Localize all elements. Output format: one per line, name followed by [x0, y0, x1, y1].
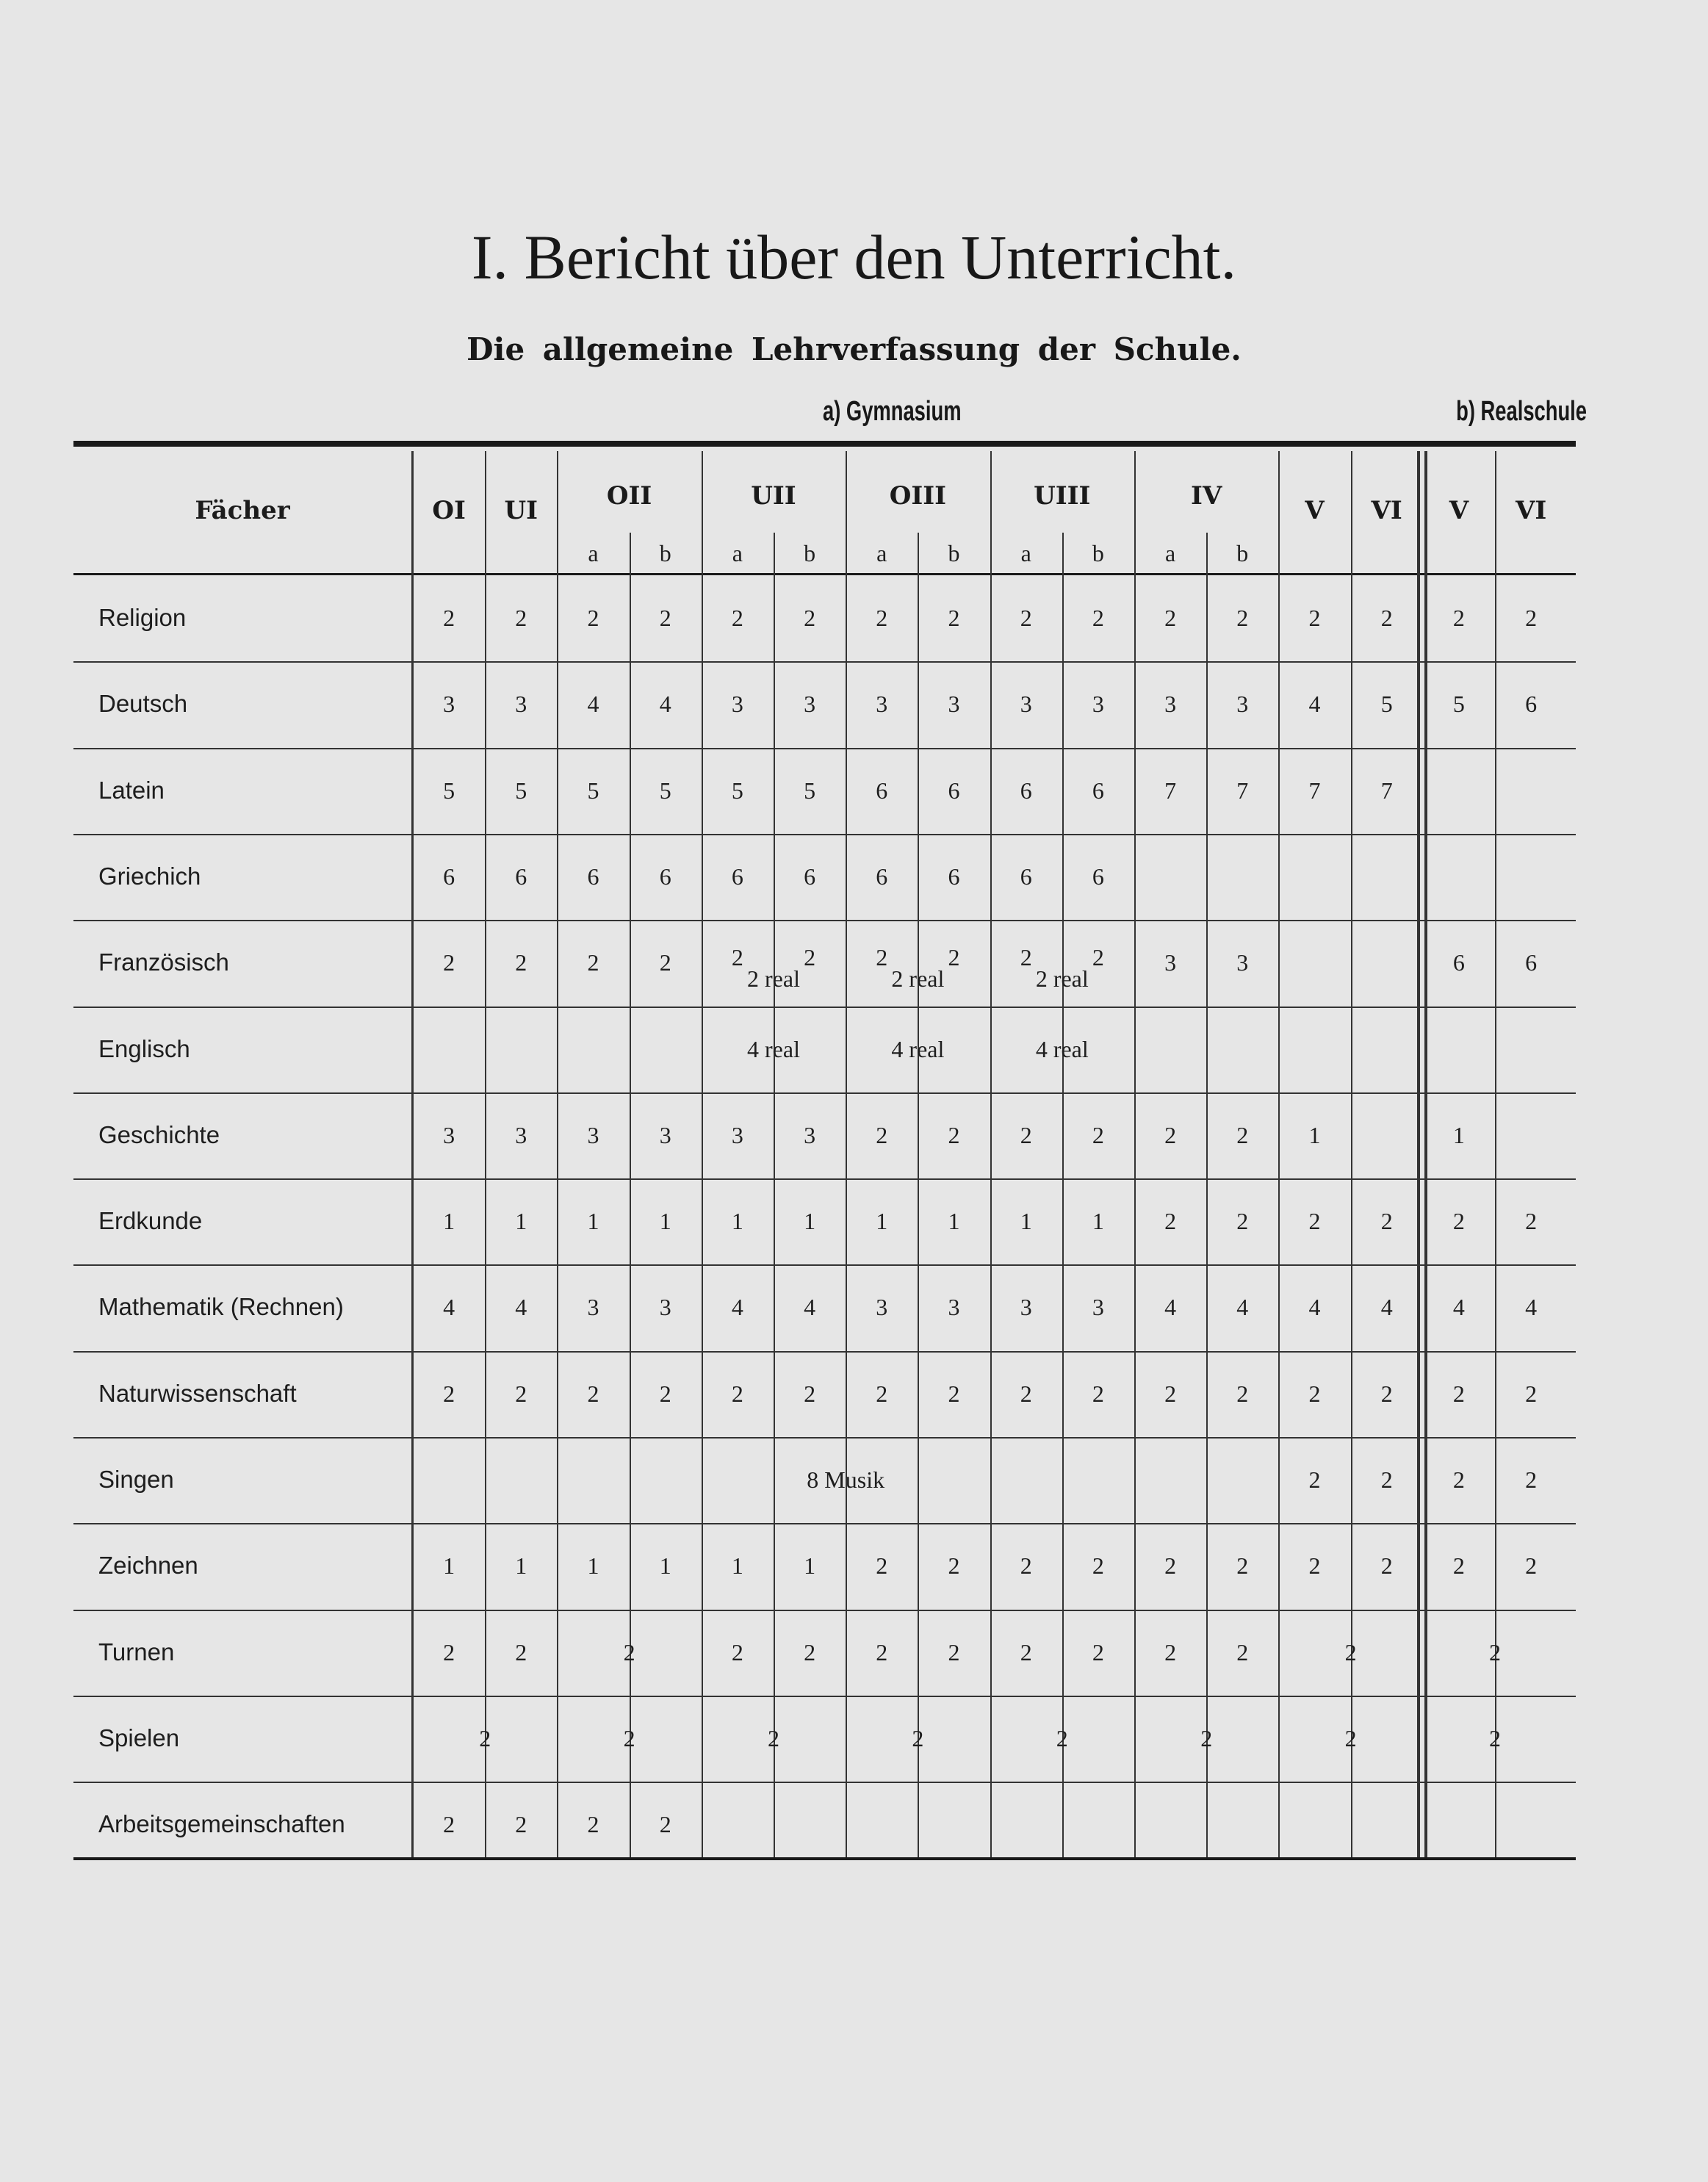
table-cell: 6	[804, 863, 816, 890]
table-cell: 2	[1380, 1466, 1393, 1493]
table-span-cell: 2 real	[747, 965, 800, 993]
table-cell: 2	[1380, 1552, 1393, 1580]
table-cell: 2	[948, 944, 960, 971]
table-span-cell: 2 real	[1035, 965, 1089, 993]
table-cell: 2	[1308, 1552, 1321, 1580]
table-cell: 2	[1525, 1466, 1538, 1493]
table-cell: 2	[1380, 1208, 1393, 1235]
table-cell: 3	[1020, 691, 1032, 718]
table-cell: 2	[1236, 1121, 1249, 1148]
table-cell: 2	[1164, 605, 1177, 631]
table-cell: 2	[1452, 1380, 1465, 1407]
table-cell: 3	[1164, 949, 1177, 976]
table-cell: 6	[948, 863, 960, 890]
subject-label: Naturwissenschaft	[98, 1379, 297, 1407]
table-cell: 2	[443, 605, 455, 631]
table-cell: 6	[1525, 691, 1538, 718]
table-cell: 2	[1092, 1380, 1104, 1407]
table-cell: 1	[587, 1208, 599, 1235]
table-cell: 1	[443, 1552, 455, 1580]
table-cell: 3	[876, 1294, 888, 1321]
class-header: UIII	[1034, 481, 1091, 511]
subject-label: Turnen	[98, 1638, 175, 1666]
class-subheader: a	[876, 540, 887, 566]
table-cell: 2	[1452, 1552, 1465, 1580]
table-cell: 3	[1164, 691, 1177, 718]
table-cell: 2	[515, 949, 527, 976]
table-cell: 6	[1020, 863, 1032, 890]
table-span-cell: 2	[1344, 1724, 1357, 1751]
subject-label: Religion	[98, 604, 187, 631]
table-cell: 2	[1308, 1380, 1321, 1407]
table-cell: 1	[659, 1208, 671, 1235]
table-cell: 6	[1092, 777, 1104, 804]
table-cell: 3	[1092, 691, 1104, 718]
class-header: IV	[1191, 481, 1222, 511]
subject-label: Mathematik (Rechnen)	[98, 1293, 344, 1321]
table-cell: 4	[1380, 1294, 1393, 1321]
table-cell: 2	[1452, 1466, 1465, 1493]
table-cell: 1	[443, 1208, 455, 1235]
table-cell: 3	[1020, 1294, 1032, 1321]
table-cell: 2	[804, 605, 816, 631]
subject-label: Arbeitsgemeinschaften	[98, 1810, 345, 1838]
table-cell: 2	[876, 1638, 888, 1666]
table-cell: 3	[515, 691, 527, 718]
table-cell: 5	[587, 777, 599, 804]
table-cell: 6	[876, 777, 888, 804]
class-subheader: b	[804, 540, 816, 566]
table-cell: 5	[443, 777, 455, 804]
table-cell: 2	[731, 944, 743, 971]
table-cell: 5	[515, 777, 527, 804]
table-cell: 7	[1380, 777, 1393, 804]
table-cell: 2	[948, 605, 960, 631]
subject-column-header: Fächer	[195, 496, 290, 525]
class-header: OI	[432, 496, 466, 525]
table-cell: 3	[731, 1121, 743, 1148]
subject-label: Spielen	[98, 1724, 180, 1751]
table-cell: 4	[731, 1294, 743, 1321]
table-cell: 3	[443, 691, 455, 718]
class-header: VI	[1515, 496, 1547, 525]
table-cell: 2	[1092, 944, 1104, 971]
table-cell: 2	[1236, 1638, 1249, 1666]
table-cell: 2	[515, 605, 527, 631]
table-cell: 2	[804, 944, 816, 971]
table-cell: 2	[1092, 1552, 1104, 1580]
class-subheader: a	[732, 540, 743, 566]
table-cell: 2	[948, 1638, 960, 1666]
table-cell: 1	[515, 1552, 527, 1580]
table-cell: 2	[1164, 1380, 1177, 1407]
table-top-rule	[73, 441, 1576, 447]
table-cell: 2	[1236, 605, 1249, 631]
table-cell: 4	[659, 691, 671, 718]
table-cell: 6	[587, 863, 599, 890]
table-cell: 2	[659, 1380, 671, 1407]
table-cell: 2	[1020, 605, 1032, 631]
table-cell: 2	[1092, 605, 1104, 631]
page-subtitle: Die allgemeine Lehrverfassung der Schule.	[466, 331, 1242, 367]
class-subheader: b	[659, 540, 671, 566]
table-cell: 4	[1308, 1294, 1321, 1321]
table-cell: 1	[587, 1552, 599, 1580]
table-cell: 6	[1525, 949, 1538, 976]
table-cell: 2	[1452, 605, 1465, 631]
table-cell: 2	[1525, 1208, 1538, 1235]
table-cell: 2	[1236, 1552, 1249, 1580]
table-cell: 2	[1525, 605, 1538, 631]
table-cell: 2	[1452, 1208, 1465, 1235]
table-cell: 5	[804, 777, 816, 804]
table-cell: 4	[1452, 1294, 1465, 1321]
table-cell: 3	[515, 1121, 527, 1148]
table-cell: 3	[731, 691, 743, 718]
table-cell: 2	[659, 605, 671, 631]
table-cell: 7	[1308, 777, 1321, 804]
table-cell: 6	[1092, 863, 1104, 890]
table-cell: 2	[515, 1811, 527, 1838]
table-cell: 2	[587, 1380, 599, 1407]
table-cell: 3	[587, 1121, 599, 1148]
table-cell: 1	[1308, 1121, 1321, 1148]
table-cell: 6	[948, 777, 960, 804]
table-cell: 2	[1164, 1121, 1177, 1148]
table-cell: 5	[1452, 691, 1465, 718]
subject-label: Deutsch	[98, 690, 188, 718]
table-cell: 4	[587, 691, 599, 718]
table-cell: 2	[443, 1811, 455, 1838]
table-span-cell: 4 real	[891, 1035, 945, 1062]
table-span-cell: 2	[1488, 1638, 1501, 1666]
table-cell: 2	[804, 1638, 816, 1666]
table-cell: 2	[731, 1638, 743, 1666]
table-cell: 1	[659, 1552, 671, 1580]
table-cell: 6	[443, 863, 455, 890]
table-span-cell: 2 real	[891, 965, 945, 993]
table-cell: 6	[515, 863, 527, 890]
table-cell: 2	[876, 1121, 888, 1148]
table-cell: 4	[1164, 1294, 1177, 1321]
table-cell: 2	[876, 944, 888, 971]
table-cell: 3	[659, 1294, 671, 1321]
table-cell: 3	[1236, 691, 1249, 718]
table-cell: 6	[731, 863, 743, 890]
table-span-cell: 2	[1056, 1724, 1068, 1751]
table-cell: 6	[876, 863, 888, 890]
table-span-cell: 2	[623, 1724, 635, 1751]
class-subheader: b	[1092, 540, 1104, 566]
table-cell: 3	[804, 691, 816, 718]
table-cell: 2	[804, 1380, 816, 1407]
class-subheader: a	[1020, 540, 1031, 566]
table-cell: 2	[876, 1380, 888, 1407]
table-span-cell: 4 real	[747, 1035, 800, 1062]
table-cell: 2	[443, 1638, 455, 1666]
table-cell: 2	[948, 1380, 960, 1407]
table-cell: 2	[515, 1380, 527, 1407]
page-title: I. Bericht über den Unterricht.	[471, 222, 1237, 292]
table-cell: 4	[1525, 1294, 1538, 1321]
table-span-cell: 2	[623, 1638, 635, 1666]
table-cell: 1	[731, 1552, 743, 1580]
table-cell: 2	[1020, 1638, 1032, 1666]
table-cell: 2	[587, 605, 599, 631]
table-cell: 2	[1308, 1466, 1321, 1493]
table-cell: 2	[876, 1552, 888, 1580]
table-cell: 4	[1236, 1294, 1249, 1321]
class-header: OII	[606, 481, 652, 511]
table-cell: 2	[1020, 944, 1032, 971]
subject-label: Latein	[98, 776, 165, 804]
table-cell: 6	[1452, 949, 1465, 976]
table-cell: 1	[1092, 1208, 1104, 1235]
table-cell: 6	[1020, 777, 1032, 804]
table-cell: 3	[948, 691, 960, 718]
section-label-realschule: b) Realschule	[1456, 396, 1587, 427]
subject-label: Französisch	[98, 948, 229, 976]
table-cell: 7	[1164, 777, 1177, 804]
table-cell: 4	[443, 1294, 455, 1321]
table-cell: 1	[1020, 1208, 1032, 1235]
table-cell: 2	[443, 949, 455, 976]
table-cell: 2	[1164, 1638, 1177, 1666]
table-cell: 5	[1380, 691, 1393, 718]
table-cell: 4	[1308, 691, 1321, 718]
table-cell: 7	[1236, 777, 1249, 804]
table-cell: 3	[876, 691, 888, 718]
class-header: V	[1449, 496, 1469, 525]
table-cell: 2	[659, 1811, 671, 1838]
table-cell: 1	[804, 1208, 816, 1235]
table-cell: 5	[731, 777, 743, 804]
table-cell: 3	[804, 1121, 816, 1148]
table-span-cell: 2	[912, 1724, 924, 1751]
table-cell: 2	[1020, 1380, 1032, 1407]
table-cell: 3	[1092, 1294, 1104, 1321]
table-cell: 2	[1020, 1121, 1032, 1148]
table-cell: 3	[948, 1294, 960, 1321]
table-span-cell: 2	[479, 1724, 491, 1751]
table-cell: 3	[1236, 949, 1249, 976]
subject-label: Geschichte	[98, 1120, 220, 1148]
subject-label: Englisch	[98, 1034, 190, 1062]
table-span-cell: 2	[767, 1724, 779, 1751]
table-cell: 2	[731, 1380, 743, 1407]
table-cell: 2	[1308, 605, 1321, 631]
table-cell: 2	[1092, 1121, 1104, 1148]
table-cell: 2	[1525, 1552, 1538, 1580]
table-cell: 2	[1020, 1552, 1032, 1580]
class-header: UII	[751, 481, 796, 511]
class-header: OIII	[889, 481, 947, 511]
table-cell: 2	[1164, 1208, 1177, 1235]
table-span-cell: 2	[1488, 1724, 1501, 1751]
class-subheader: a	[1164, 540, 1176, 566]
table-cell: 3	[587, 1294, 599, 1321]
table-cell: 1	[876, 1208, 888, 1235]
table-cell: 2	[587, 949, 599, 976]
table-cell: 2	[659, 949, 671, 976]
table-cell: 2	[443, 1380, 455, 1407]
table-span-cell: 2	[1200, 1724, 1213, 1751]
class-subheader: a	[588, 540, 599, 566]
table-cell: 5	[659, 777, 671, 804]
table-cell: 2	[1380, 1380, 1393, 1407]
subject-label: Singen	[98, 1466, 174, 1493]
table-cell: 2	[1380, 605, 1393, 631]
table-cell: 2	[515, 1638, 527, 1666]
table-cell: 2	[1164, 1552, 1177, 1580]
table-cell: 1	[804, 1552, 816, 1580]
table-span-cell: 2	[1344, 1638, 1357, 1666]
class-header: VI	[1371, 496, 1402, 525]
class-subheader: b	[1236, 540, 1249, 566]
table-cell: 2	[1236, 1380, 1249, 1407]
class-header: V	[1305, 496, 1325, 525]
table-cell: 4	[804, 1294, 816, 1321]
table-cell: 2	[948, 1552, 960, 1580]
table-cell: 2	[587, 1811, 599, 1838]
table-cell: 1	[515, 1208, 527, 1235]
table-cell: 2	[731, 605, 743, 631]
table-cell: 2	[876, 605, 888, 631]
table-cell: 2	[1092, 1638, 1104, 1666]
subject-label: Erdkunde	[98, 1207, 203, 1235]
table-cell: 2	[948, 1121, 960, 1148]
table-cell: 1	[948, 1208, 960, 1235]
table-cell: 2	[1525, 1380, 1538, 1407]
subject-label: Zeichnen	[98, 1552, 198, 1580]
table-cell: 3	[443, 1121, 455, 1148]
table-cell: 1	[731, 1208, 743, 1235]
table-cell: 3	[659, 1121, 671, 1148]
table-span-cell: 4 real	[1035, 1035, 1089, 1062]
table-cell: 2	[1308, 1208, 1321, 1235]
table-cell: 4	[515, 1294, 527, 1321]
subject-label: Griechich	[98, 862, 201, 890]
table-span-cell: 8 Musik	[807, 1466, 885, 1493]
section-label-gymnasium: a) Gymnasium	[823, 396, 962, 427]
table-cell: 1	[1452, 1121, 1465, 1148]
class-header: UI	[504, 496, 538, 525]
table-cell: 2	[1236, 1208, 1249, 1235]
class-subheader: b	[948, 540, 960, 566]
table-cell: 6	[659, 863, 671, 890]
